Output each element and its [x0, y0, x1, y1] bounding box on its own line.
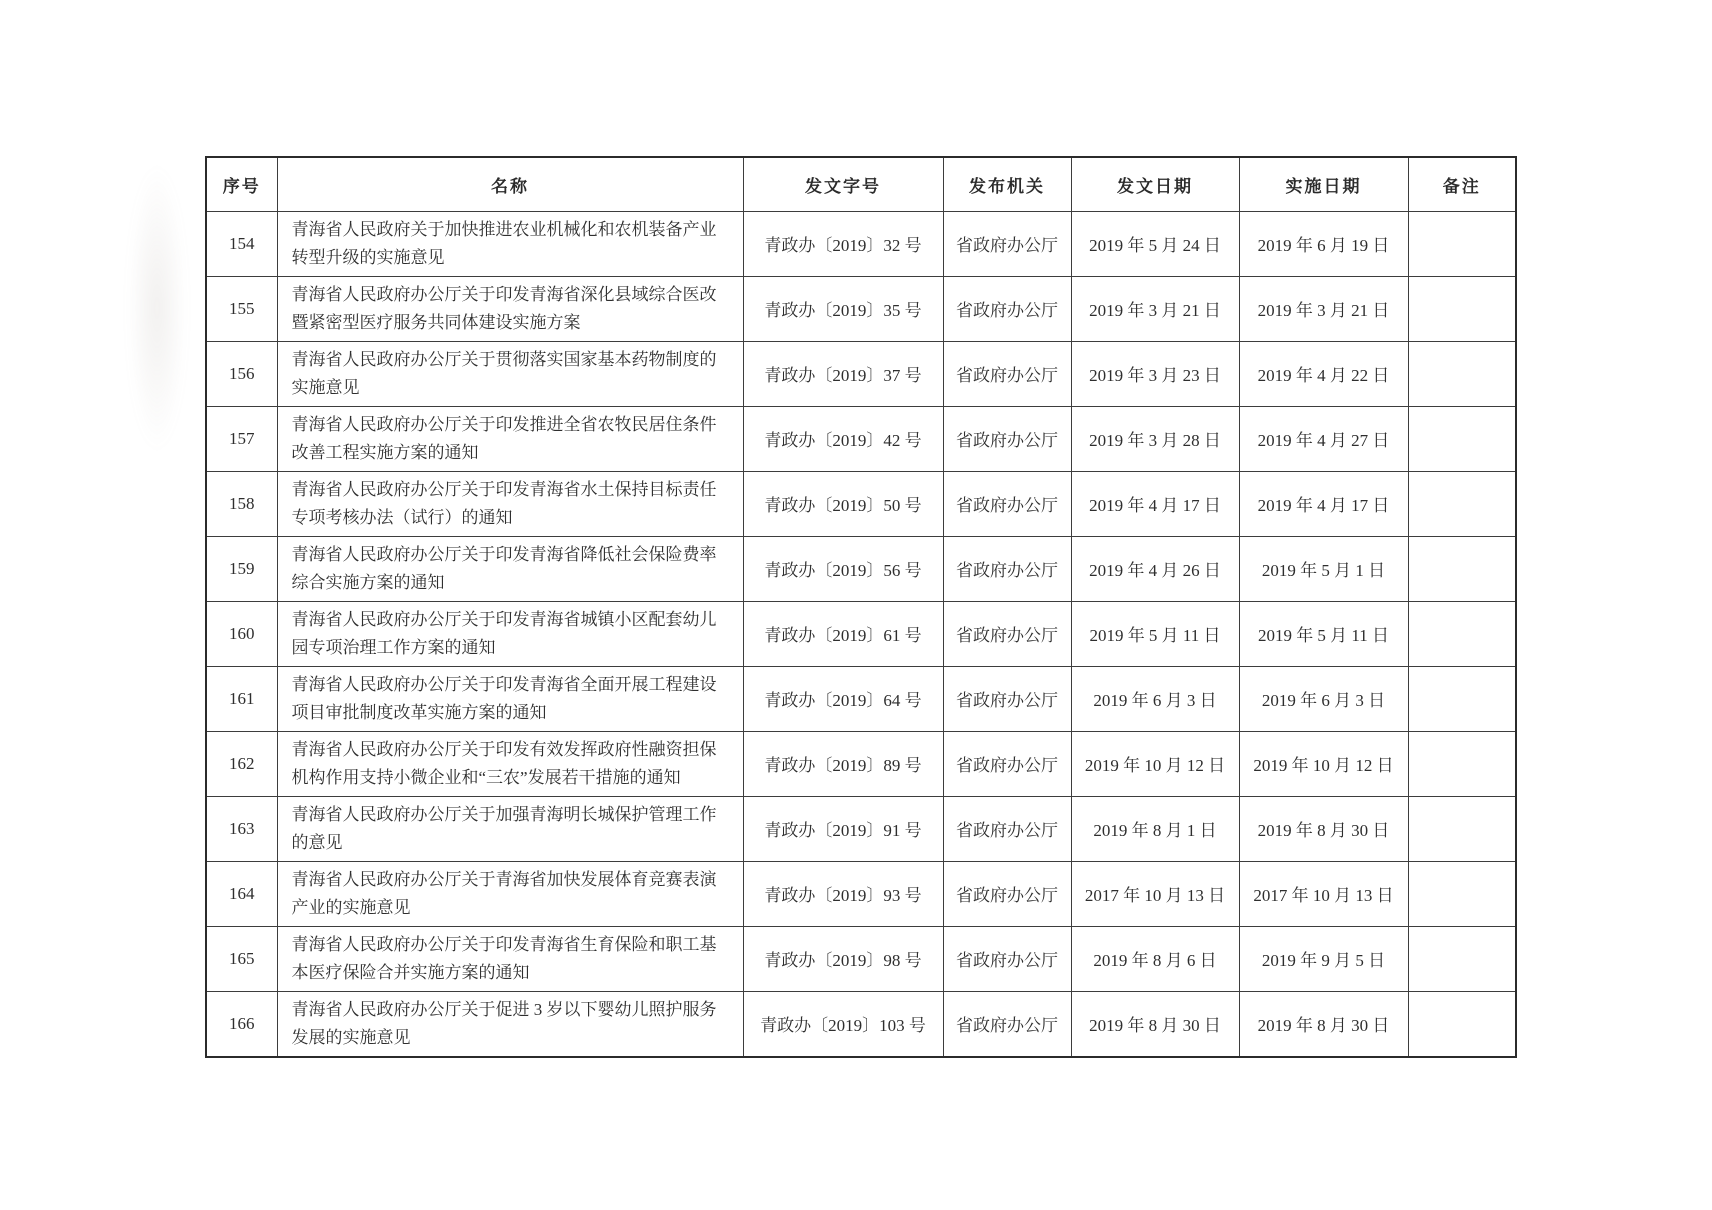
- header-row: [206, 157, 1516, 211]
- cell-agency: 省政府办公厅: [943, 211, 1071, 276]
- cell-doc-number: 青政办〔2019〕35 号: [743, 276, 943, 341]
- cell-issue-date: 2019 年 5 月 24 日: [1071, 211, 1239, 276]
- cell-remarks: [1408, 861, 1516, 926]
- cell-remarks: [1408, 471, 1516, 536]
- cell-impl-date: 2019 年 9 月 5 日: [1239, 926, 1408, 991]
- table-row: [206, 341, 1516, 406]
- cell-remarks: [1408, 211, 1516, 276]
- cell-remarks: [1408, 406, 1516, 471]
- header-remarks: 备注: [1408, 157, 1516, 211]
- cell-doc-number: 青政办〔2019〕37 号: [743, 341, 943, 406]
- cell-index: 162: [206, 731, 277, 796]
- cell-index: 158: [206, 471, 277, 536]
- table-row: [206, 211, 1516, 276]
- cell-agency: 省政府办公厅: [943, 406, 1071, 471]
- cell-index: 156: [206, 341, 277, 406]
- table-row: [206, 536, 1516, 601]
- cell-doc-number: 青政办〔2019〕93 号: [743, 861, 943, 926]
- cell-issue-date: 2019 年 4 月 17 日: [1071, 471, 1239, 536]
- header-doc-number: 发文字号: [743, 157, 943, 211]
- cell-name: 青海省人民政府办公厅关于促进 3 岁以下婴幼儿照护服务发展的实施意见: [277, 991, 743, 1057]
- cell-issue-date: 2019 年 6 月 3 日: [1071, 666, 1239, 731]
- cell-name: 青海省人民政府办公厅关于印发青海省水土保持目标责任专项考核办法（试行）的通知: [277, 471, 743, 536]
- cell-agency: 省政府办公厅: [943, 926, 1071, 991]
- cell-index: 159: [206, 536, 277, 601]
- table-row: [206, 276, 1516, 341]
- cell-name: 青海省人民政府办公厅关于印发推进全省农牧民居住条件改善工程实施方案的通知: [277, 406, 743, 471]
- cell-issue-date: 2019 年 8 月 30 日: [1071, 991, 1239, 1057]
- table-row: [206, 796, 1516, 861]
- cell-remarks: [1408, 276, 1516, 341]
- header-issue-date: 发文日期: [1071, 157, 1239, 211]
- cell-doc-number: 青政办〔2019〕103 号: [743, 991, 943, 1057]
- cell-impl-date: 2019 年 4 月 17 日: [1239, 471, 1408, 536]
- cell-impl-date: 2019 年 10 月 12 日: [1239, 731, 1408, 796]
- cell-issue-date: 2019 年 10 月 12 日: [1071, 731, 1239, 796]
- cell-issue-date: 2019 年 4 月 26 日: [1071, 536, 1239, 601]
- cell-doc-number: 青政办〔2019〕64 号: [743, 666, 943, 731]
- cell-impl-date: 2019 年 8 月 30 日: [1239, 796, 1408, 861]
- table-row: [206, 731, 1516, 796]
- cell-remarks: [1408, 731, 1516, 796]
- cell-agency: 省政府办公厅: [943, 666, 1071, 731]
- cell-agency: 省政府办公厅: [943, 861, 1071, 926]
- cell-issue-date: 2019 年 3 月 28 日: [1071, 406, 1239, 471]
- cell-index: 154: [206, 211, 277, 276]
- cell-doc-number: 青政办〔2019〕32 号: [743, 211, 943, 276]
- scan-watermark-smudge: [112, 148, 202, 548]
- cell-agency: 省政府办公厅: [943, 731, 1071, 796]
- cell-name: 青海省人民政府办公厅关于青海省加快发展体育竞赛表演产业的实施意见: [277, 861, 743, 926]
- cell-doc-number: 青政办〔2019〕42 号: [743, 406, 943, 471]
- cell-impl-date: 2019 年 6 月 19 日: [1239, 211, 1408, 276]
- cell-impl-date: 2019 年 3 月 21 日: [1239, 276, 1408, 341]
- cell-doc-number: 青政办〔2019〕89 号: [743, 731, 943, 796]
- cell-doc-number: 青政办〔2019〕56 号: [743, 536, 943, 601]
- cell-index: 160: [206, 601, 277, 666]
- cell-agency: 省政府办公厅: [943, 471, 1071, 536]
- cell-index: 165: [206, 926, 277, 991]
- cell-agency: 省政府办公厅: [943, 341, 1071, 406]
- table-row: [206, 666, 1516, 731]
- table-row: [206, 861, 1516, 926]
- cell-remarks: [1408, 666, 1516, 731]
- cell-doc-number: 青政办〔2019〕50 号: [743, 471, 943, 536]
- cell-doc-number: 青政办〔2019〕91 号: [743, 796, 943, 861]
- cell-issue-date: 2019 年 3 月 21 日: [1071, 276, 1239, 341]
- cell-name: 青海省人民政府办公厅关于加强青海明长城保护管理工作的意见: [277, 796, 743, 861]
- cell-impl-date: 2019 年 8 月 30 日: [1239, 991, 1408, 1057]
- cell-agency: 省政府办公厅: [943, 991, 1071, 1057]
- cell-impl-date: 2019 年 5 月 1 日: [1239, 536, 1408, 601]
- cell-impl-date: 2019 年 4 月 22 日: [1239, 341, 1408, 406]
- table-row: [206, 601, 1516, 666]
- cell-doc-number: 青政办〔2019〕61 号: [743, 601, 943, 666]
- table-row: [206, 406, 1516, 471]
- cell-index: 164: [206, 861, 277, 926]
- table-header: [206, 157, 1516, 211]
- cell-issue-date: 2019 年 8 月 6 日: [1071, 926, 1239, 991]
- cell-index: 166: [206, 991, 277, 1057]
- cell-remarks: [1408, 536, 1516, 601]
- cell-index: 155: [206, 276, 277, 341]
- cell-remarks: [1408, 991, 1516, 1057]
- table-body: [206, 211, 1516, 1057]
- table-row: [206, 991, 1516, 1057]
- cell-remarks: [1408, 926, 1516, 991]
- cell-index: 161: [206, 666, 277, 731]
- cell-issue-date: 2017 年 10 月 13 日: [1071, 861, 1239, 926]
- cell-name: 青海省人民政府办公厅关于印发青海省深化县域综合医改暨紧密型医疗服务共同体建设实施方案: [277, 276, 743, 341]
- header-impl-date: 实施日期: [1239, 157, 1408, 211]
- cell-name: 青海省人民政府办公厅关于印发青海省全面开展工程建设项目审批制度改革实施方案的通知: [277, 666, 743, 731]
- header-name: 名称: [277, 157, 743, 211]
- cell-name: 青海省人民政府办公厅关于印发有效发挥政府性融资担保机构作用支持小微企业和“三农”发展若干措施的通知: [277, 731, 743, 796]
- cell-remarks: [1408, 796, 1516, 861]
- cell-issue-date: 2019 年 5 月 11 日: [1071, 601, 1239, 666]
- cell-impl-date: 2019 年 5 月 11 日: [1239, 601, 1408, 666]
- cell-doc-number: 青政办〔2019〕98 号: [743, 926, 943, 991]
- cell-name: 青海省人民政府办公厅关于印发青海省降低社会保险费率综合实施方案的通知: [277, 536, 743, 601]
- header-agency: 发布机关: [943, 157, 1071, 211]
- cell-agency: 省政府办公厅: [943, 601, 1071, 666]
- table-row: [206, 926, 1516, 991]
- cell-remarks: [1408, 341, 1516, 406]
- cell-agency: 省政府办公厅: [943, 796, 1071, 861]
- cell-impl-date: 2019 年 6 月 3 日: [1239, 666, 1408, 731]
- cell-remarks: [1408, 601, 1516, 666]
- cell-index: 157: [206, 406, 277, 471]
- cell-name: 青海省人民政府关于加快推进农业机械化和农机装备产业转型升级的实施意见: [277, 211, 743, 276]
- cell-issue-date: 2019 年 3 月 23 日: [1071, 341, 1239, 406]
- table-row: [206, 471, 1516, 536]
- cell-name: 青海省人民政府办公厅关于贯彻落实国家基本药物制度的实施意见: [277, 341, 743, 406]
- cell-issue-date: 2019 年 8 月 1 日: [1071, 796, 1239, 861]
- cell-impl-date: 2019 年 4 月 27 日: [1239, 406, 1408, 471]
- cell-agency: 省政府办公厅: [943, 276, 1071, 341]
- cell-agency: 省政府办公厅: [943, 536, 1071, 601]
- cell-impl-date: 2017 年 10 月 13 日: [1239, 861, 1408, 926]
- cell-index: 163: [206, 796, 277, 861]
- cell-name: 青海省人民政府办公厅关于印发青海省生育保险和职工基本医疗保险合并实施方案的通知: [277, 926, 743, 991]
- header-index: 序号: [206, 157, 277, 211]
- cell-name: 青海省人民政府办公厅关于印发青海省城镇小区配套幼儿园专项治理工作方案的通知: [277, 601, 743, 666]
- document-list-table: [205, 156, 1517, 1058]
